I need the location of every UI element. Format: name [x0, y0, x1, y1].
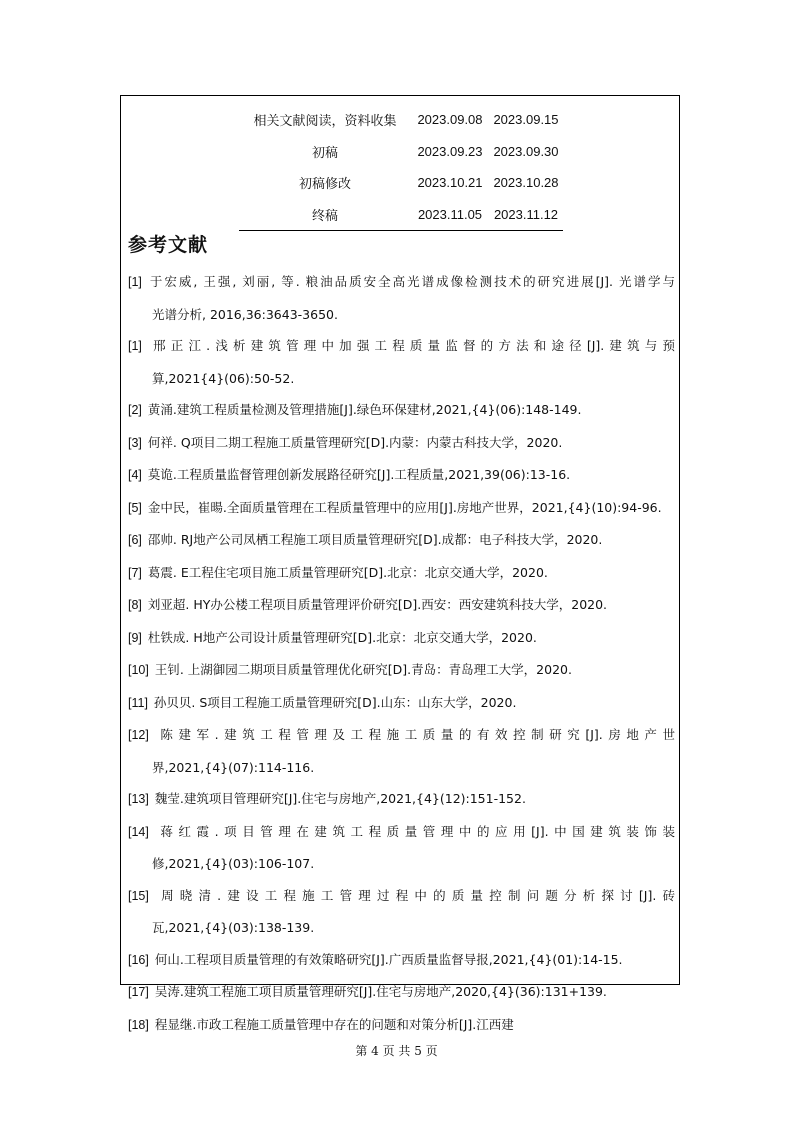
reference-number: [9] — [128, 630, 142, 645]
reference-number: [11] — [128, 695, 148, 710]
page-footer: 第 4 页 共 5 页 — [355, 1044, 438, 1058]
reference-number: [18] — [128, 1017, 149, 1032]
reference-text: 邵帅. RJ地产公司凤栖工程施工项目质量管理研究[D].成都：电子科技大学，2020. — [147, 532, 603, 547]
schedule-row — [239, 104, 563, 136]
reference-line — [128, 719, 675, 752]
reference-number: [17] — [128, 985, 149, 999]
schedule-task: 初稿修改 — [298, 177, 351, 193]
reference-line — [128, 589, 675, 622]
schedule-end: 2023.09.30 — [493, 143, 559, 159]
reference-line — [128, 816, 675, 849]
reference-line — [128, 687, 675, 720]
schedule-task: 终稿 — [311, 208, 338, 224]
reference-number: [12] — [128, 728, 149, 742]
reference-line — [128, 880, 675, 913]
schedule-task: 初稿 — [311, 145, 338, 161]
reference-item — [128, 1009, 675, 1042]
schedule-task: 相关文献阅读，资料收集 — [253, 114, 397, 130]
reference-text: 金中民，崔暘.全面质量管理在工程质量管理中的应用[J].房地产世界，2021,{4}(10):94-96. — [147, 499, 662, 515]
reference-item — [128, 266, 675, 330]
reference-text: 何山.工程项目质量管理的有效策略研究[J].广西质量监督导报,2021,{4}(01):14-15. — [154, 951, 623, 967]
reference-text: 于宏威, 王强, 刘丽, 等. 粮油品质安全高光谱成像检测技术的研究进展[J]. 光谱学与 — [147, 274, 675, 289]
reference-item — [128, 880, 675, 944]
reference-text: 黄涌.建筑工程质量检测及管理措施[J].绿色环保建材,2021,{4}(06):148-149. — [147, 402, 582, 417]
reference-item — [128, 783, 675, 816]
reference-number: [13] — [128, 792, 149, 806]
reference-number: [10] — [128, 663, 149, 677]
reference-text: 杜铁成. H地产公司设计质量管理研究[D].北京：北京交通大学，2020. — [147, 629, 537, 645]
reference-list — [128, 266, 675, 1041]
reference-number: [15] — [128, 888, 149, 903]
schedule-row — [239, 167, 563, 199]
reference-continuation: 界,2021,{4}(07):114-116. — [152, 759, 315, 775]
schedule-start: 2023.09.08 — [417, 112, 483, 128]
reference-number: [14] — [128, 824, 149, 839]
schedule-end: 2023.10.28 — [493, 175, 559, 191]
reference-text: 陈建军.建筑工程管理及工程施工质量的有效控制研究[J].房地产世 — [154, 727, 675, 742]
reference-line — [128, 492, 675, 525]
reference-line — [128, 524, 675, 557]
reference-line — [128, 394, 675, 427]
schedule-start: 2023.09.23 — [417, 143, 483, 159]
schedule-end: 2023.09.15 — [493, 112, 559, 128]
schedule-table — [239, 104, 563, 231]
reference-line — [128, 783, 675, 816]
reference-item — [128, 944, 675, 977]
reference-item — [128, 459, 675, 492]
reference-continuation: 算,2021{4}(06):50-52. — [152, 370, 295, 386]
reference-text: 孙贝贝. S项目工程施工质量管理研究[D].山东：山东大学，2020. — [153, 694, 517, 710]
reference-continuation: 光谱分析, 2016,36:3643-3650. — [152, 306, 338, 322]
reference-text: 葛震. E工程住宅项目施工质量管理研究[D].北京：北京交通大学，2020. — [147, 564, 548, 580]
reference-continuation: 修,2021,{4}(03):106-107. — [152, 856, 315, 871]
reference-continuation: 瓦,2021,{4}(03):138-139. — [152, 920, 315, 935]
page-frame — [120, 95, 680, 1032]
reference-item — [128, 622, 675, 655]
reference-number: [16] — [128, 952, 149, 967]
reference-line — [128, 654, 675, 687]
schedule-row — [239, 199, 563, 231]
reference-item — [128, 654, 675, 687]
reference-text: 王钊. 上湖御园二期项目质量管理优化研究[D].青岛：青岛理工大学，2020. — [154, 662, 572, 677]
reference-line — [128, 330, 675, 363]
reference-item — [128, 557, 675, 590]
references-heading: 参考文献 — [128, 234, 209, 256]
reference-item — [128, 687, 675, 720]
reference-number: [2] — [128, 403, 142, 417]
reference-line — [128, 1009, 675, 1042]
reference-item — [128, 330, 675, 394]
reference-line — [128, 266, 675, 299]
reference-item — [128, 589, 675, 622]
reference-number: [5] — [128, 500, 142, 515]
reference-line — [128, 427, 675, 460]
schedule-end: 2023.11.12 — [493, 206, 559, 222]
reference-text: 莫诡.工程质量监督管理创新发展路径研究[J].工程质量,2021,39(06):13-16. — [147, 467, 571, 482]
reference-number: [1] — [128, 339, 142, 353]
reference-line — [128, 976, 675, 1009]
reference-item — [128, 524, 675, 557]
reference-text: 何祥. Q项目二期工程施工质量管理研究[D].内蒙：内蒙古科技大学，2020. — [147, 434, 563, 450]
reference-line — [128, 557, 675, 590]
reference-text: 周晓清.建设工程施工管理过程中的质量控制问题分析探讨[J].砖 — [154, 887, 675, 903]
reference-item — [128, 719, 675, 783]
reference-number: [8] — [128, 598, 142, 612]
reference-number: [7] — [128, 565, 142, 580]
reference-text: 蒋红霞.项目管理在建筑工程质量管理中的应用[J].中国建筑装饰装 — [154, 823, 675, 839]
schedule-row — [239, 136, 563, 168]
reference-item — [128, 976, 675, 1009]
reference-number: [6] — [128, 533, 142, 547]
reference-text: 邢正江.浅析建筑管理中加强工程质量监督的方法和途径[J].建筑与预 — [147, 338, 675, 353]
reference-number: [3] — [128, 435, 142, 450]
reference-line — [128, 944, 675, 977]
reference-number: [1] — [128, 275, 142, 289]
schedule-start: 2023.11.05 — [417, 206, 483, 222]
reference-number: [4] — [128, 468, 142, 482]
reference-text: 吴涛.建筑工程施工项目质量管理研究[J].住宅与房地产,2020,{4}(36):131+139. — [154, 984, 607, 999]
reference-line — [128, 459, 675, 492]
reference-item — [128, 816, 675, 880]
reference-text: 魏莹.建筑项目管理研究[J].住宅与房地产,2021,{4}(12):151-152. — [154, 791, 526, 806]
reference-line — [128, 622, 675, 655]
reference-item — [128, 394, 675, 427]
schedule-start: 2023.10.21 — [417, 175, 483, 191]
reference-item — [128, 492, 675, 525]
reference-text: 程显继.市政工程施工质量管理中存在的问题和对策分析[J].江西建 — [154, 1016, 514, 1032]
reference-item — [128, 427, 675, 460]
reference-text: 刘亚超. HY办公楼工程项目质量管理评价研究[D].西安：西安建筑科技大学，2020. — [147, 597, 608, 612]
